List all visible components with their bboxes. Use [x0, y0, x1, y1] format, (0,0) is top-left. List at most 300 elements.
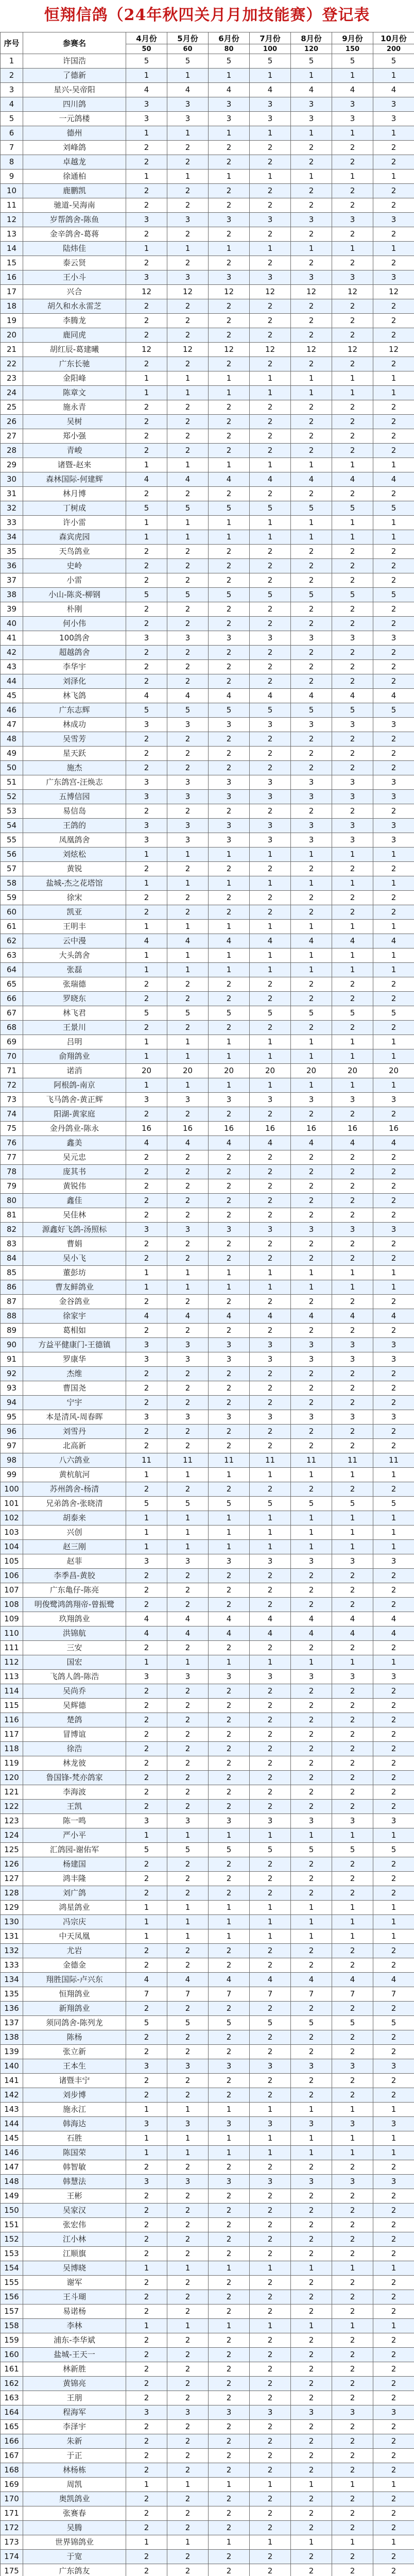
month-count: 2: [126, 2045, 167, 2059]
row-number: 151: [1, 2218, 23, 2232]
participant-name: 李腾龙: [23, 314, 126, 328]
month-count: 3: [126, 2405, 167, 2420]
month-count: 1: [209, 386, 250, 400]
month-count: 2: [332, 1727, 373, 1742]
month-count: 1: [250, 2261, 291, 2276]
month-count: 2: [332, 977, 373, 992]
month-count: 1: [332, 371, 373, 386]
table-row: [1, 1078, 414, 1093]
month-count: 1: [126, 530, 167, 545]
row-number: 96: [1, 1425, 23, 1439]
col-header-month: 5月份: [167, 32, 209, 44]
table-row: [1, 689, 414, 703]
month-count: 3: [209, 833, 250, 848]
month-count: 2: [291, 2160, 332, 2175]
month-count: 2: [126, 299, 167, 314]
month-count: 2: [209, 545, 250, 559]
month-count: 2: [332, 2276, 373, 2290]
month-count: 1: [332, 876, 373, 891]
month-count: 3: [332, 775, 373, 790]
month-count: 2: [167, 977, 209, 992]
month-count: 2: [291, 1569, 332, 1583]
month-count: 20: [332, 1064, 373, 1078]
month-count: 1: [167, 170, 209, 184]
table-row: [1, 833, 414, 848]
month-count: 3: [126, 2175, 167, 2189]
month-count: 2: [167, 429, 209, 444]
month-count: 20: [291, 1064, 332, 1078]
month-count: 1: [126, 1828, 167, 1843]
month-count: 4: [332, 1973, 373, 1987]
month-count: 2: [209, 141, 250, 155]
month-count: 3: [332, 819, 373, 833]
month-count: 2: [291, 487, 332, 501]
month-count: 2: [167, 1771, 209, 1785]
month-count: 2: [332, 2290, 373, 2304]
month-count: 2: [126, 1699, 167, 1713]
month-count: 2: [209, 891, 250, 905]
row-number: 162: [1, 2377, 23, 2391]
month-count: 2: [126, 1150, 167, 1165]
month-count: 16: [373, 1122, 414, 1136]
row-number: 157: [1, 2304, 23, 2319]
table-row: [1, 472, 414, 487]
month-count: 1: [209, 69, 250, 83]
table-row: [1, 1179, 414, 1194]
month-count: 2: [373, 1367, 414, 1381]
month-count: 3: [209, 112, 250, 126]
row-number: 114: [1, 1684, 23, 1699]
month-count: 2: [291, 2304, 332, 2319]
month-count: 2: [373, 1396, 414, 1410]
month-count: 2: [291, 2074, 332, 2088]
row-number: 129: [1, 1901, 23, 1915]
row-number: 27: [1, 429, 23, 444]
month-count: 3: [167, 270, 209, 285]
month-count: 2: [126, 1727, 167, 1742]
participant-name: 源鑫好飞鸽-汤照标: [23, 1223, 126, 1237]
month-count: 2: [291, 1872, 332, 1886]
row-number: 38: [1, 588, 23, 602]
month-count: 2: [167, 573, 209, 588]
table-row: [1, 2449, 414, 2463]
month-count: 1: [250, 126, 291, 141]
month-count: 3: [291, 2175, 332, 2189]
month-count: 1: [373, 2535, 414, 2550]
month-count: 1: [250, 1280, 291, 1295]
month-count: 2: [250, 1857, 291, 1872]
table-row: [1, 718, 414, 732]
month-count: 2: [291, 761, 332, 775]
month-count: 2: [167, 141, 209, 155]
row-number: 98: [1, 1453, 23, 1468]
month-count: 1: [209, 2319, 250, 2333]
month-count: 11: [250, 1453, 291, 1468]
month-count: 1: [250, 2319, 291, 2333]
month-count: 1: [167, 1280, 209, 1295]
month-count: 2: [209, 761, 250, 775]
month-count: 1: [209, 1929, 250, 1944]
month-count: 3: [126, 1410, 167, 1425]
month-count: 3: [209, 819, 250, 833]
row-number: 82: [1, 1223, 23, 1237]
month-count: 2: [126, 2160, 167, 2175]
month-count: 2: [209, 1756, 250, 1771]
row-number: 6: [1, 126, 23, 141]
table-row: [1, 2535, 414, 2550]
month-count: 2: [250, 1684, 291, 1699]
participant-name: 张瑞德: [23, 977, 126, 992]
month-count: 2: [291, 415, 332, 429]
participant-name: 小雷: [23, 573, 126, 588]
month-count: 2: [332, 2218, 373, 2232]
month-count: 2: [291, 1021, 332, 1035]
month-count: 2: [126, 1857, 167, 1872]
month-count: 3: [332, 213, 373, 227]
month-count: 1: [332, 2261, 373, 2276]
month-count: 3: [250, 775, 291, 790]
month-count: 2: [209, 1569, 250, 1583]
month-count: 2: [373, 2362, 414, 2377]
table-row: [1, 1223, 414, 1237]
month-count: 2: [250, 602, 291, 617]
month-count: 2: [126, 1944, 167, 1958]
month-count: 1: [126, 1526, 167, 1540]
month-count: 1: [332, 386, 373, 400]
month-count: 2: [332, 1713, 373, 1727]
participant-name: 曹娟: [23, 1237, 126, 1251]
month-count: 2: [291, 2204, 332, 2218]
month-count: 1: [332, 2103, 373, 2117]
row-number: 17: [1, 285, 23, 299]
month-count: 1: [209, 848, 250, 862]
month-count: 2: [373, 1208, 414, 1223]
month-count: 3: [126, 1814, 167, 1828]
month-count: 2: [167, 1958, 209, 1973]
month-count: 3: [291, 97, 332, 112]
month-count: 2: [209, 1727, 250, 1742]
month-count: 2: [332, 1194, 373, 1208]
month-count: 2: [332, 573, 373, 588]
month-count: 2: [250, 155, 291, 170]
month-count: 3: [209, 1554, 250, 1569]
month-count: 2: [373, 2218, 414, 2232]
month-count: 4: [167, 1612, 209, 1626]
row-number: 144: [1, 2117, 23, 2131]
participant-name: 盐城-杰之花塔馆: [23, 876, 126, 891]
month-count: 1: [291, 1915, 332, 1929]
row-number: 5: [1, 112, 23, 126]
month-count: 1: [332, 126, 373, 141]
table-row: [1, 1843, 414, 1857]
month-count: 2: [373, 545, 414, 559]
month-count: 12: [250, 285, 291, 299]
month-count: 1: [250, 2103, 291, 2117]
month-count: 2: [126, 1107, 167, 1122]
row-number: 19: [1, 314, 23, 328]
month-count: 2: [332, 905, 373, 920]
month-count: 1: [373, 876, 414, 891]
participant-name: 吴尚乔: [23, 1684, 126, 1699]
month-count: 2: [332, 1756, 373, 1771]
month-count: 1: [291, 2319, 332, 2333]
month-count: 2: [291, 1713, 332, 1727]
month-count: 1: [167, 1049, 209, 1064]
month-count: 4: [126, 1973, 167, 1987]
participant-name: 诺消: [23, 1064, 126, 1078]
month-count: 2: [209, 1771, 250, 1785]
month-count: 2: [167, 2506, 209, 2521]
month-count: 2: [291, 1641, 332, 1655]
month-count: 2: [373, 1021, 414, 1035]
participant-name: 楚鸽: [23, 1713, 126, 1727]
participant-name: 北高新: [23, 1439, 126, 1453]
participant-name: 三安: [23, 1641, 126, 1655]
table-row: [1, 2550, 414, 2564]
row-number: 122: [1, 1800, 23, 1814]
month-count: 3: [126, 2117, 167, 2131]
month-count: 3: [291, 1410, 332, 1425]
table-row: [1, 2420, 414, 2434]
row-number: 103: [1, 1526, 23, 1540]
month-count: 1: [167, 1915, 209, 1929]
month-count: 5: [126, 54, 167, 69]
row-number: 143: [1, 2103, 23, 2117]
month-count: 2: [332, 2030, 373, 2045]
month-count: 1: [126, 170, 167, 184]
table-row: [1, 891, 414, 905]
row-number: 68: [1, 1021, 23, 1035]
month-count: 1: [291, 126, 332, 141]
month-count: 2: [126, 2189, 167, 2204]
month-count: 3: [250, 1223, 291, 1237]
table-row: [1, 242, 414, 256]
month-count: 2: [291, 1857, 332, 1872]
month-count: 2: [250, 2232, 291, 2247]
month-count: 4: [126, 1309, 167, 1324]
month-count: 4: [209, 934, 250, 948]
month-count: 1: [126, 1901, 167, 1915]
table-row: [1, 617, 414, 631]
month-count: 1: [167, 1929, 209, 1944]
month-count: 2: [126, 2391, 167, 2405]
participant-name: 广东长驰: [23, 357, 126, 371]
month-count: 2: [373, 1583, 414, 1598]
month-count: 3: [167, 2405, 209, 2420]
table-row: [1, 905, 414, 920]
row-number: 111: [1, 1641, 23, 1655]
row-number: 167: [1, 2449, 23, 2463]
month-count: 1: [373, 1468, 414, 1482]
month-count: 2: [209, 198, 250, 213]
month-count: 3: [373, 631, 414, 646]
month-count: 2: [291, 2247, 332, 2261]
month-count: 2: [126, 2247, 167, 2261]
month-count: 2: [373, 429, 414, 444]
participant-name: 中天凤凰: [23, 1929, 126, 1944]
month-count: 2: [250, 2074, 291, 2088]
month-count: 3: [126, 1352, 167, 1367]
month-count: 4: [126, 1136, 167, 1150]
table-row: [1, 1727, 414, 1742]
month-count: 2: [332, 804, 373, 819]
month-count: 2: [167, 1857, 209, 1872]
month-count: 2: [209, 2420, 250, 2434]
month-count: 3: [332, 1814, 373, 1828]
month-count: 2: [167, 1439, 209, 1453]
month-count: 5: [291, 501, 332, 516]
row-number: 57: [1, 862, 23, 876]
month-count: 1: [126, 1035, 167, 1049]
participant-name: 广东鸽宫-汪焕志: [23, 775, 126, 790]
participant-name: 罗晓东: [23, 992, 126, 1006]
row-number: 148: [1, 2175, 23, 2189]
month-count: 2: [167, 2204, 209, 2218]
table-row: [1, 1381, 414, 1396]
month-count: 2: [332, 1396, 373, 1410]
month-count: 4: [167, 472, 209, 487]
table-row: [1, 2362, 414, 2377]
row-number: 113: [1, 1670, 23, 1684]
month-count: 2: [209, 1179, 250, 1194]
month-count: 2: [250, 299, 291, 314]
month-count: 2: [126, 155, 167, 170]
row-number: 30: [1, 472, 23, 487]
row-number: 101: [1, 1497, 23, 1511]
month-count: 1: [291, 2103, 332, 2117]
month-count: 2: [332, 1021, 373, 1035]
participant-name: 苏州鸽舍-杨清: [23, 1482, 126, 1497]
row-number: 85: [1, 1266, 23, 1280]
month-count: 20: [126, 1064, 167, 1078]
month-count: 2: [250, 1713, 291, 1727]
month-count: 2: [332, 444, 373, 458]
month-count: 2: [332, 2463, 373, 2478]
month-count: 2: [167, 1208, 209, 1223]
month-count: 1: [209, 1035, 250, 1049]
month-count: 2: [126, 992, 167, 1006]
month-count: 5: [373, 1497, 414, 1511]
month-count: 2: [250, 559, 291, 573]
month-count: 12: [332, 343, 373, 357]
month-count: 1: [373, 920, 414, 934]
month-count: 4: [250, 689, 291, 703]
month-count: 2: [332, 1742, 373, 1756]
row-number: 105: [1, 1554, 23, 1569]
month-count: 2: [332, 1425, 373, 1439]
table-row: [1, 1944, 414, 1958]
month-count: 2: [332, 1684, 373, 1699]
month-count: 5: [291, 588, 332, 602]
month-count: 1: [332, 1049, 373, 1064]
month-count: 1: [250, 1266, 291, 1280]
month-count: 2: [332, 487, 373, 501]
month-count: 2: [373, 2247, 414, 2261]
month-count: 2: [209, 357, 250, 371]
participant-name: 八六鸽业: [23, 1453, 126, 1468]
month-count: 2: [373, 2204, 414, 2218]
month-count: 2: [167, 617, 209, 631]
month-count: 2: [373, 1439, 414, 1453]
month-count: 2: [373, 2434, 414, 2449]
participant-name: 徐通柏: [23, 170, 126, 184]
participant-name: 恒翔鸽业: [23, 1987, 126, 2002]
month-count: 3: [209, 1670, 250, 1684]
month-count: 2: [126, 2204, 167, 2218]
table-row: [1, 1107, 414, 1122]
participant-name: 刘步博: [23, 2088, 126, 2103]
month-count: 2: [167, 184, 209, 198]
month-count: 2: [332, 1583, 373, 1598]
row-number: 53: [1, 804, 23, 819]
row-number: 37: [1, 573, 23, 588]
participant-name: 星兴-吴帝阳: [23, 83, 126, 97]
table-row: [1, 1554, 414, 1569]
col-header-price: 50: [126, 44, 167, 54]
month-count: 2: [332, 2420, 373, 2434]
row-number: 165: [1, 2420, 23, 2434]
month-count: 1: [126, 2478, 167, 2492]
month-count: 2: [250, 2218, 291, 2232]
month-count: 3: [332, 97, 373, 112]
month-count: 2: [126, 444, 167, 458]
month-count: 2: [167, 1150, 209, 1165]
row-number: 159: [1, 2333, 23, 2348]
month-count: 2: [373, 155, 414, 170]
month-count: 2: [373, 2550, 414, 2564]
month-count: 1: [209, 1901, 250, 1915]
row-number: 80: [1, 1194, 23, 1208]
month-count: 2: [209, 2290, 250, 2304]
month-count: 2: [209, 2189, 250, 2204]
month-count: 5: [373, 54, 414, 69]
month-count: 16: [250, 1122, 291, 1136]
participant-name: 玖翔鸽业: [23, 1612, 126, 1626]
month-count: 2: [167, 1295, 209, 1309]
month-count: 2: [126, 559, 167, 573]
row-number: 12: [1, 213, 23, 227]
month-count: 1: [167, 242, 209, 256]
table-row: [1, 2016, 414, 2030]
participant-name: 易信岛: [23, 804, 126, 819]
month-count: 3: [209, 2059, 250, 2074]
month-count: 5: [332, 1843, 373, 1857]
table-row: [1, 2059, 414, 2074]
month-count: 2: [250, 1872, 291, 1886]
month-count: 2: [209, 1713, 250, 1727]
month-count: 2: [373, 1756, 414, 1771]
month-count: 2: [250, 2030, 291, 2045]
month-count: 3: [126, 775, 167, 790]
row-number: 84: [1, 1251, 23, 1266]
participant-name: 宁宇: [23, 1396, 126, 1410]
row-number: 40: [1, 617, 23, 631]
row-number: 100: [1, 1482, 23, 1497]
month-count: 2: [167, 2564, 209, 2576]
month-count: 2: [209, 1785, 250, 1800]
month-count: 3: [291, 1814, 332, 1828]
month-count: 1: [126, 458, 167, 472]
month-count: 2: [209, 1251, 250, 1266]
month-count: 2: [126, 1021, 167, 1035]
month-count: 1: [167, 2478, 209, 2492]
month-count: 2: [373, 1425, 414, 1439]
table-row: [1, 2506, 414, 2521]
month-count: 1: [250, 1078, 291, 1093]
table-row: [1, 977, 414, 992]
month-count: 2: [167, 2247, 209, 2261]
table-row: [1, 1742, 414, 1756]
